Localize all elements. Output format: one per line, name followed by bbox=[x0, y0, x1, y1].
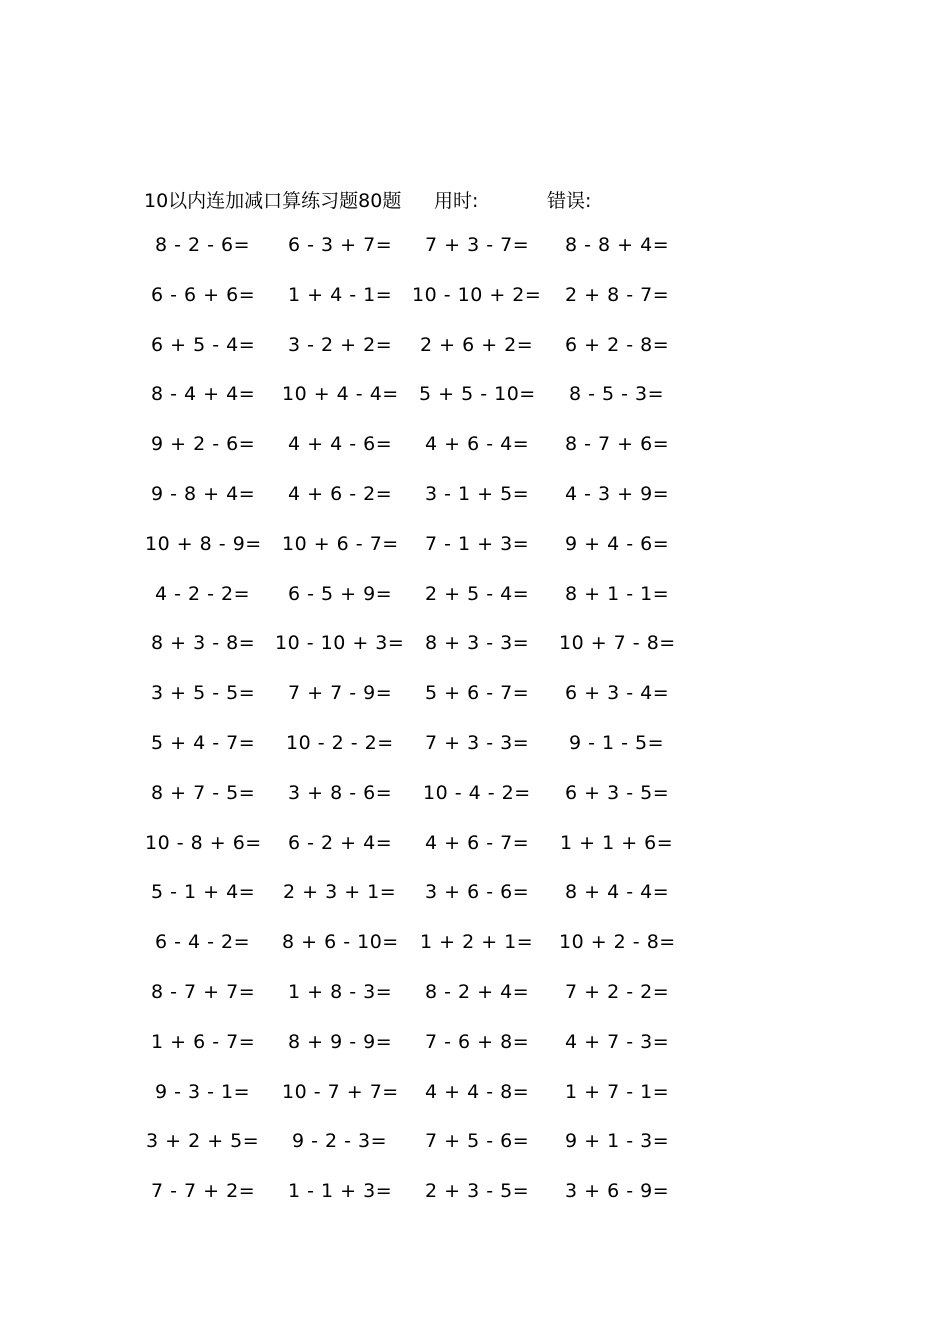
arithmetic-problem: 5 + 5 - 10= bbox=[419, 383, 536, 406]
arithmetic-problem: 5 - 1 + 4= bbox=[151, 881, 256, 904]
arithmetic-problem: 7 - 7 + 2= bbox=[151, 1180, 256, 1203]
problem-row bbox=[0, 732, 950, 782]
arithmetic-problem: 1 + 4 - 1= bbox=[288, 283, 393, 306]
arithmetic-problem: 6 - 6 + 6= bbox=[151, 283, 256, 306]
arithmetic-problem: 9 + 4 - 6= bbox=[565, 532, 670, 555]
problem-row bbox=[0, 1130, 950, 1180]
problem-row bbox=[0, 782, 950, 832]
arithmetic-problem: 6 + 5 - 4= bbox=[151, 333, 256, 356]
arithmetic-problem: 10 - 4 - 2= bbox=[423, 781, 531, 804]
arithmetic-problem: 4 - 2 - 2= bbox=[155, 582, 251, 605]
errors-label: 错误: bbox=[547, 190, 592, 212]
arithmetic-problem: 8 - 7 + 7= bbox=[151, 980, 256, 1003]
arithmetic-problem: 6 + 3 - 5= bbox=[565, 781, 670, 804]
arithmetic-problem: 3 + 8 - 6= bbox=[288, 781, 393, 804]
problem-row bbox=[0, 334, 950, 384]
arithmetic-problem: 4 + 4 - 6= bbox=[288, 433, 393, 456]
arithmetic-problem: 3 - 1 + 5= bbox=[425, 482, 530, 505]
arithmetic-problem: 6 - 5 + 9= bbox=[288, 582, 393, 605]
arithmetic-problem: 2 + 6 + 2= bbox=[420, 333, 534, 356]
arithmetic-problem: 8 + 6 - 10= bbox=[282, 931, 399, 954]
arithmetic-problem: 6 - 4 - 2= bbox=[155, 931, 251, 954]
arithmetic-problem: 10 - 10 + 2= bbox=[412, 283, 542, 306]
arithmetic-problem: 1 + 6 - 7= bbox=[151, 1030, 256, 1053]
arithmetic-problem: 9 + 2 - 6= bbox=[151, 433, 256, 456]
arithmetic-problem: 7 + 3 - 7= bbox=[425, 234, 530, 256]
arithmetic-problem: 3 + 6 - 9= bbox=[565, 1180, 670, 1203]
problem-row bbox=[0, 583, 950, 633]
arithmetic-problem: 7 + 7 - 9= bbox=[288, 682, 393, 705]
arithmetic-problem: 3 + 6 - 6= bbox=[425, 881, 530, 904]
arithmetic-problem: 10 + 6 - 7= bbox=[282, 532, 399, 555]
arithmetic-problem: 10 + 2 - 8= bbox=[559, 931, 676, 954]
arithmetic-problem: 6 - 2 + 4= bbox=[288, 831, 393, 854]
arithmetic-problem: 1 + 1 + 6= bbox=[560, 831, 674, 854]
arithmetic-problem: 4 + 6 - 4= bbox=[425, 433, 530, 456]
arithmetic-problem: 7 + 2 - 2= bbox=[565, 980, 670, 1003]
arithmetic-problem: 8 + 4 - 4= bbox=[565, 881, 670, 904]
arithmetic-problem: 8 + 9 - 9= bbox=[288, 1030, 393, 1053]
arithmetic-problem: 8 - 2 + 4= bbox=[425, 980, 530, 1003]
arithmetic-problem: 8 + 7 - 5= bbox=[151, 781, 256, 804]
arithmetic-problem: 3 + 5 - 5= bbox=[151, 682, 256, 705]
arithmetic-problem: 6 + 2 - 8= bbox=[565, 333, 670, 356]
arithmetic-problem: 5 + 4 - 7= bbox=[151, 731, 256, 754]
arithmetic-problem: 2 + 5 - 4= bbox=[425, 582, 530, 605]
arithmetic-problem: 5 + 6 - 7= bbox=[425, 682, 530, 705]
arithmetic-problem: 4 + 6 - 7= bbox=[425, 831, 530, 854]
arithmetic-problem: 1 + 7 - 1= bbox=[565, 1080, 670, 1103]
problem-row bbox=[0, 234, 950, 284]
arithmetic-problem: 10 - 10 + 3= bbox=[275, 632, 405, 655]
arithmetic-problem: 3 + 2 + 5= bbox=[146, 1130, 260, 1153]
problem-row bbox=[0, 433, 950, 483]
problem-row bbox=[0, 533, 950, 583]
arithmetic-problem: 8 - 2 - 6= bbox=[155, 234, 251, 256]
arithmetic-problem: 1 - 1 + 3= bbox=[288, 1180, 393, 1203]
worksheet-title: 10以内连加减口算练习题80题 bbox=[144, 190, 402, 212]
problem-row bbox=[0, 1081, 950, 1131]
arithmetic-problem: 8 - 4 + 4= bbox=[151, 383, 256, 406]
arithmetic-problem: 8 - 7 + 6= bbox=[565, 433, 670, 456]
arithmetic-problem: 6 - 3 + 7= bbox=[288, 234, 393, 256]
arithmetic-problem: 8 + 3 - 8= bbox=[151, 632, 256, 655]
problem-row bbox=[0, 632, 950, 682]
arithmetic-problem: 2 + 3 - 5= bbox=[425, 1180, 530, 1203]
arithmetic-problem: 2 + 8 - 7= bbox=[565, 283, 670, 306]
arithmetic-problem: 7 + 5 - 6= bbox=[425, 1130, 530, 1153]
arithmetic-problem: 7 - 6 + 8= bbox=[425, 1030, 530, 1053]
arithmetic-problem: 4 - 3 + 9= bbox=[565, 482, 670, 505]
problem-row bbox=[0, 1031, 950, 1081]
arithmetic-problem: 10 + 8 - 9= bbox=[145, 532, 262, 555]
arithmetic-problem: 9 - 8 + 4= bbox=[151, 482, 256, 505]
problem-row bbox=[0, 284, 950, 334]
problem-row bbox=[0, 881, 950, 931]
arithmetic-problem: 8 - 5 - 3= bbox=[569, 383, 665, 406]
arithmetic-problem: 7 - 1 + 3= bbox=[425, 532, 530, 555]
arithmetic-problem: 10 + 4 - 4= bbox=[282, 383, 399, 406]
arithmetic-problem: 2 + 3 + 1= bbox=[283, 881, 397, 904]
arithmetic-problem: 9 + 1 - 3= bbox=[565, 1130, 670, 1153]
arithmetic-problem: 1 + 2 + 1= bbox=[420, 931, 534, 954]
problem-grid bbox=[0, 234, 950, 1230]
arithmetic-problem: 4 + 4 - 8= bbox=[425, 1080, 530, 1103]
arithmetic-problem: 9 - 1 - 5= bbox=[569, 731, 665, 754]
arithmetic-problem: 10 - 2 - 2= bbox=[286, 731, 394, 754]
arithmetic-problem: 8 + 1 - 1= bbox=[565, 582, 670, 605]
problem-row bbox=[0, 483, 950, 533]
problem-row bbox=[0, 1180, 950, 1230]
problem-row bbox=[0, 832, 950, 882]
problem-row bbox=[0, 931, 950, 981]
arithmetic-problem: 1 + 8 - 3= bbox=[288, 980, 393, 1003]
arithmetic-problem: 7 + 3 - 3= bbox=[425, 731, 530, 754]
arithmetic-problem: 9 - 2 - 3= bbox=[292, 1130, 388, 1153]
problem-row bbox=[0, 383, 950, 433]
time-used-label: 用时: bbox=[434, 190, 479, 212]
arithmetic-problem: 4 + 7 - 3= bbox=[565, 1030, 670, 1053]
arithmetic-problem: 10 - 7 + 7= bbox=[282, 1080, 399, 1103]
arithmetic-problem: 3 - 2 + 2= bbox=[288, 333, 393, 356]
arithmetic-problem: 4 + 6 - 2= bbox=[288, 482, 393, 505]
arithmetic-problem: 10 + 7 - 8= bbox=[559, 632, 676, 655]
problem-row bbox=[0, 981, 950, 1031]
arithmetic-problem: 6 + 3 - 4= bbox=[565, 682, 670, 705]
problem-row bbox=[0, 682, 950, 732]
arithmetic-problem: 8 + 3 - 3= bbox=[425, 632, 530, 655]
arithmetic-problem: 9 - 3 - 1= bbox=[155, 1080, 251, 1103]
arithmetic-problem: 8 - 8 + 4= bbox=[565, 234, 670, 256]
arithmetic-problem: 10 - 8 + 6= bbox=[145, 831, 262, 854]
